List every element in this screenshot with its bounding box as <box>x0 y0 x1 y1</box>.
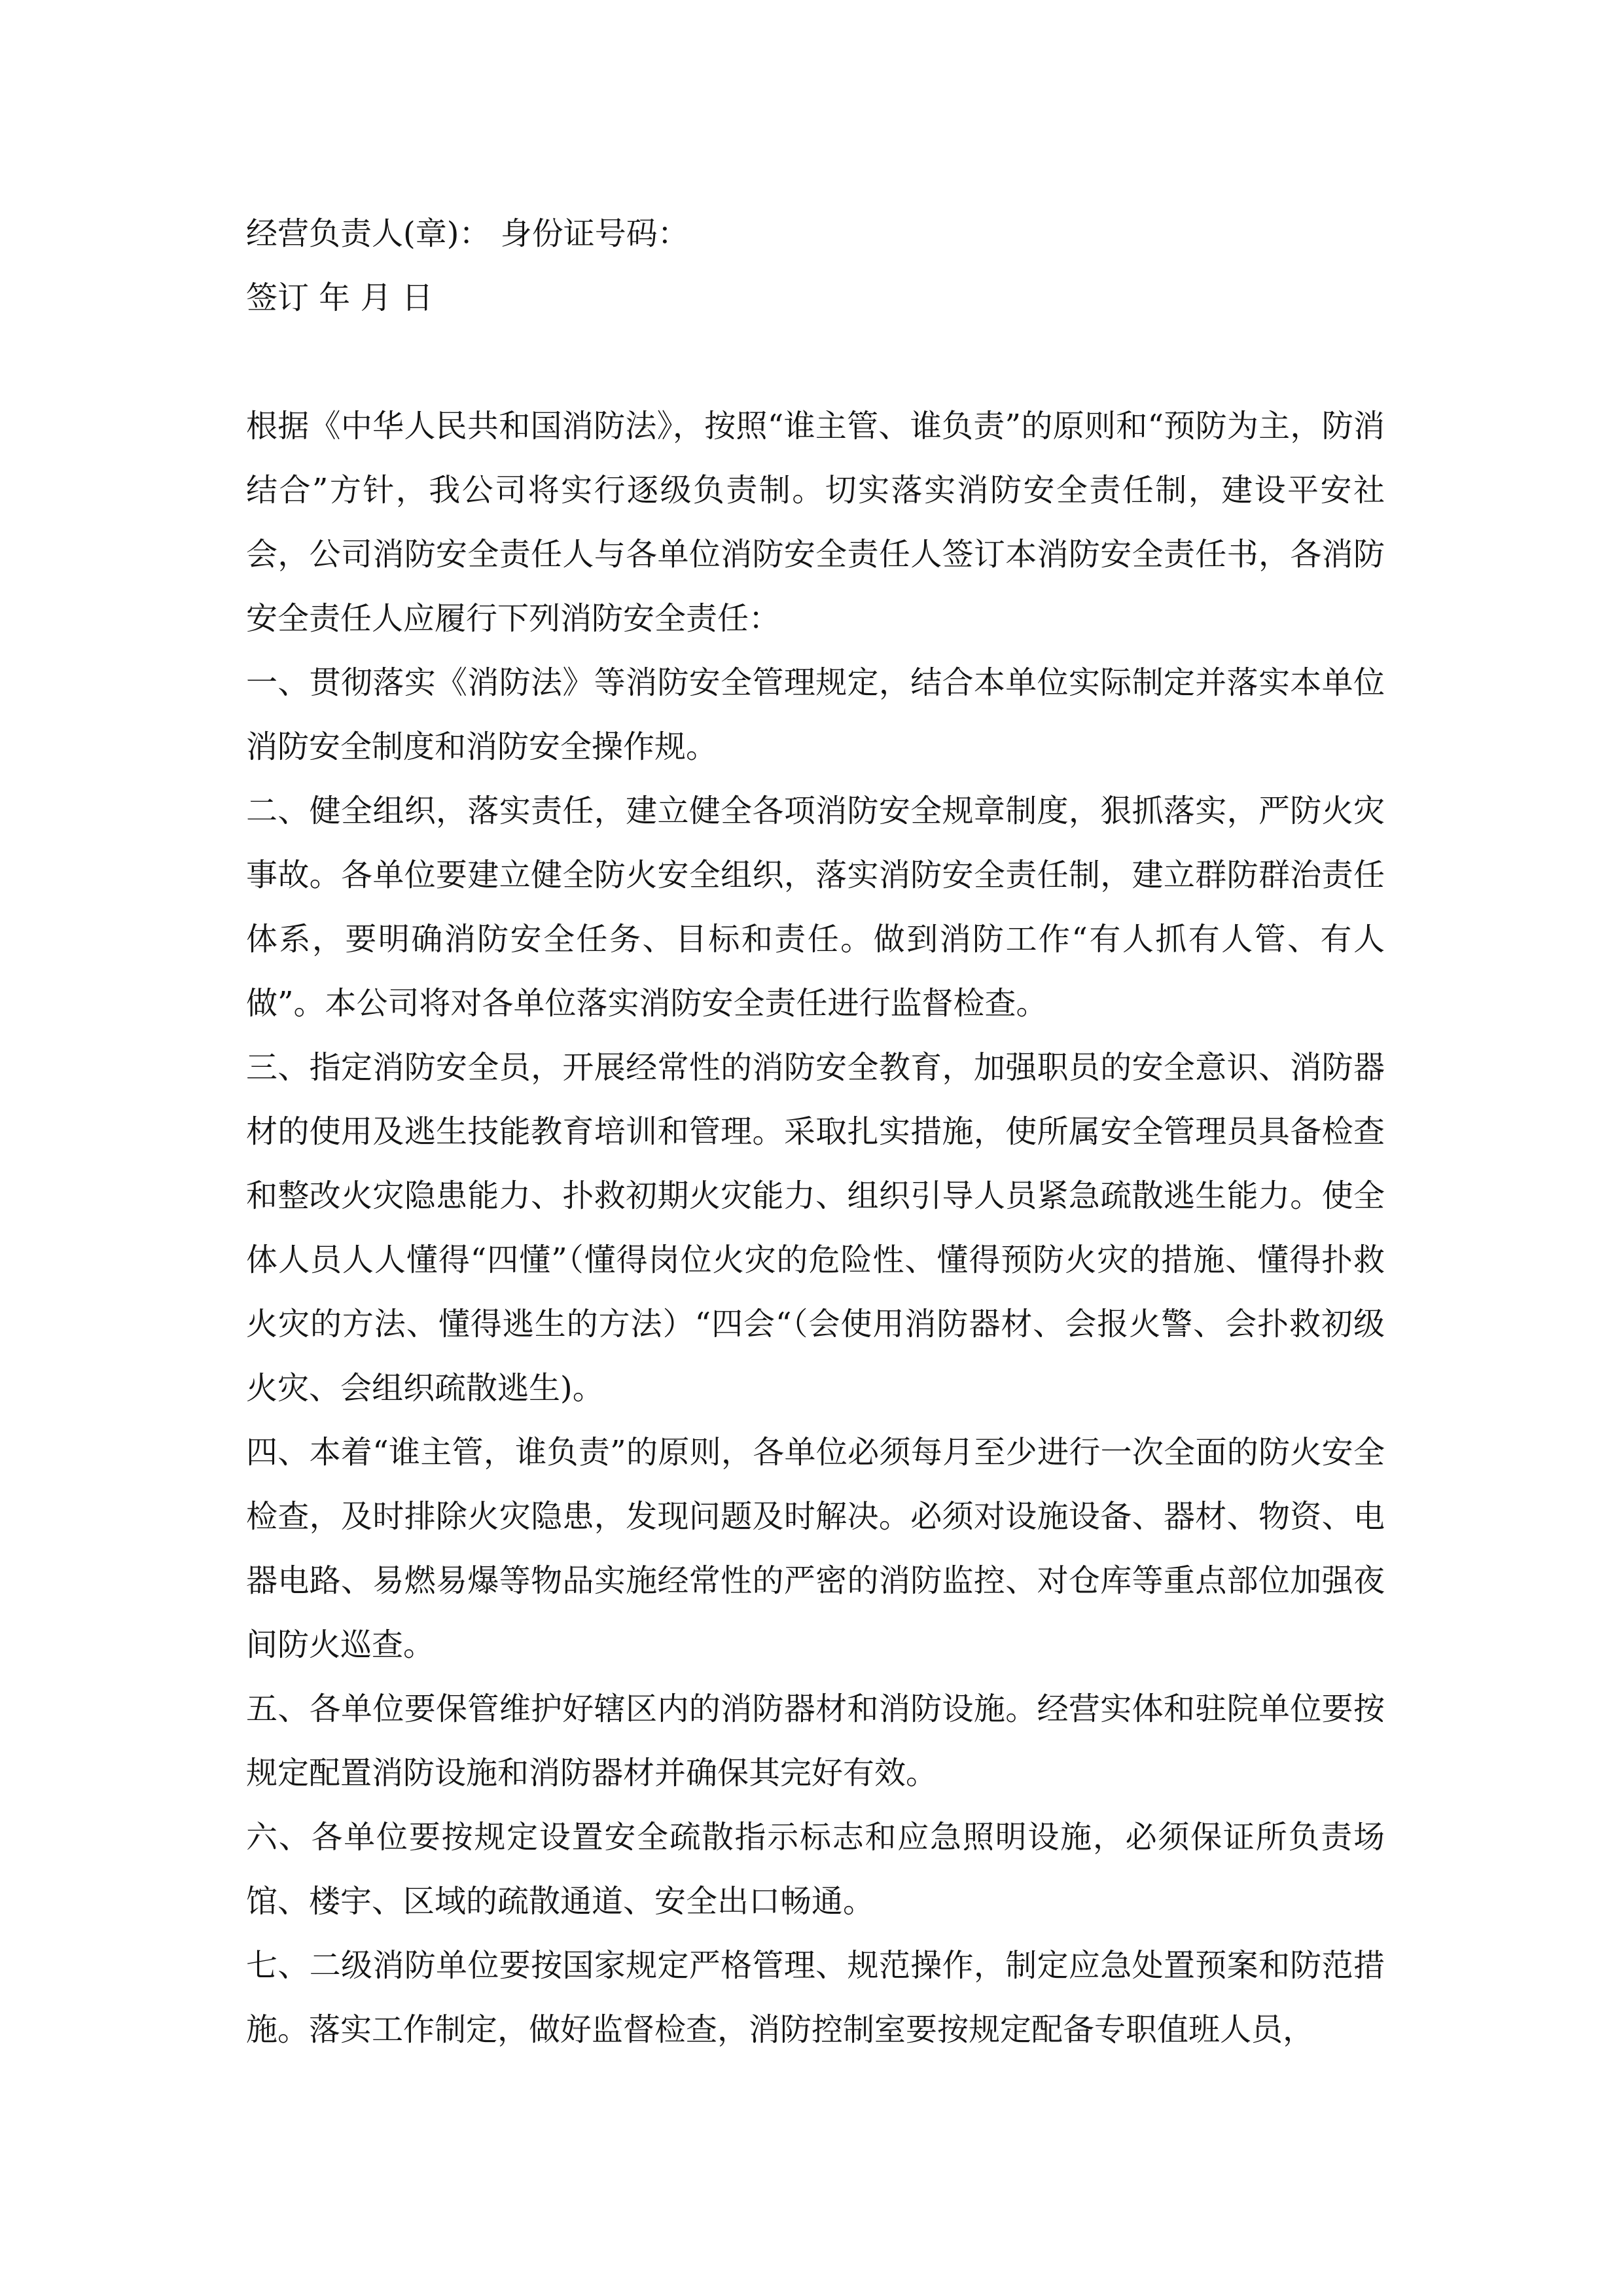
intro-paragraph: 根据《中华人民共和国消防法》，按照“谁主管、谁负责”的原则和“预防为主，防消结合”方针，我公司将实行逐级负责制。切实落实消防安全责任制，建设平安社会，公司消防安全责任人与各单位消防安全责任人签订本消防安全责任书，各消防安全责任人应履行下列消防安全责任： <box>246 408 1385 637</box>
clause-4: 四、本着“谁主管，谁负责”的原则，各单位必须每月至少进行一次全面的防火安全检查，及时排除火灾隐患，发现问题及时解决。必须对设施设备、器材、物资、电器电路、易燃易爆等物品实施经常性的严密的消防监控、对仓库等重点部位加强夜间防火巡查。 <box>246 1434 1385 1663</box>
signer-line: 经营负责人(章)： 身份证号码： <box>246 215 689 252</box>
date-line: 签订 年 月 日 <box>246 279 433 316</box>
document-body <box>246 202 1385 2062</box>
clause-3: 三、指定消防安全员，开展经常性的消防安全教育，加强职员的安全意识、消防器材的使用及逃生技能教育培训和管理。采取扎实措施，使所属安全管理员具备检查和整改火灾隐患能力、扑救初期火灾能力、组织引导人员紧急疏散逃生能力。使全体人员人人懂得“四懂”（懂得岗位火灾的危险性、懂得预防火灾的措施、懂得扑救火灾的方法、懂得逃生的方法）“四会“（会使用消防器材、会报火警、会扑救初级火灾、会组织疏散逃生)。 <box>246 1049 1385 1407</box>
clause-5: 五、各单位要保管维护好辖区内的消防器材和消防设施。经营实体和驻院单位要按规定配置消防设施和消防器材并确保其完好有效。 <box>246 1691 1385 1791</box>
clause-6: 六、各单位要按规定设置安全疏散指示标志和应急照明设施，必须保证所负责场馆、楼宇、区域的疏散通道、安全出口畅通。 <box>246 1819 1385 1920</box>
clause-2: 二、健全组织，落实责任，建立健全各项消防安全规章制度，狠抓落实，严防火灾事故。各单位要建立健全防火安全组织，落实消防安全责任制，建立群防群治责任体系，要明确消防安全任务、目标和责任。做到消防工作“有人抓有人管、有人做”。本公司将对各单位落实消防安全责任进行监督检查。 <box>246 793 1385 1022</box>
clause-1: 一、贯彻落实《消防法》等消防安全管理规定，结合本单位实际制定并落实本单位消防安全制度和消防安全操作规。 <box>246 664 1385 765</box>
clause-7: 七、二级消防单位要按国家规定严格管理、规范操作，制定应急处置预案和防范措施。落实工作制定，做好监督检查，消防控制室要按规定配备专职值班人员， <box>246 1947 1385 2048</box>
blank-line <box>246 330 1385 394</box>
